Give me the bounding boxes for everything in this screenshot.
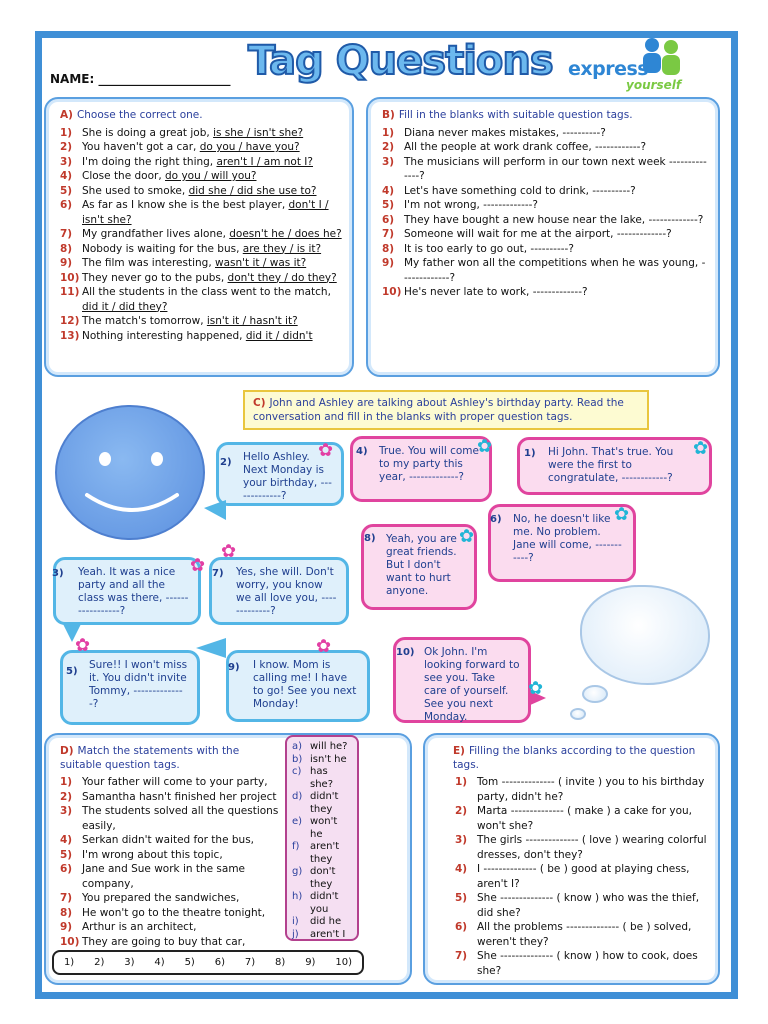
item-number: 7) <box>382 228 395 241</box>
item-text: Arthur is an architect, <box>82 921 197 934</box>
thought-cloud-dot-small <box>570 708 586 720</box>
list-item <box>455 833 708 862</box>
item-number: 9) <box>60 921 73 934</box>
item-text: Close the door, do you / will you? <box>82 170 257 183</box>
item-number: 2) <box>60 141 73 154</box>
item-number: 1) <box>60 776 73 789</box>
item-number: 12) <box>60 315 80 328</box>
item-text: My father won all the competitions when he was young, -------------? <box>404 257 706 284</box>
bubble-2-number: 2) <box>220 457 232 468</box>
item-number: 7) <box>60 228 73 241</box>
bubble-6: No, he doesn't like me. No problem. Jane will come, -----------? <box>488 504 636 582</box>
answer-option <box>292 929 352 942</box>
answer-bar <box>52 950 364 975</box>
item-text: She used to smoke, did she / did she use to? <box>82 184 317 197</box>
answer-slot: 1) <box>63 957 75 968</box>
item-number: 2) <box>60 790 73 803</box>
flower-icon: ✿ <box>190 555 206 576</box>
bubble-7: Yes, she will. Don't worry, you know we all love you, -------------? <box>209 557 349 625</box>
bubble-10-number: 10) <box>396 647 415 658</box>
section-b-title: B) Fill in the blanks with suitable question tags. <box>382 109 633 121</box>
bubble-4-number: 4) <box>356 446 368 457</box>
answer-text: will he? <box>310 741 348 752</box>
item-number: 5) <box>382 199 395 212</box>
list-item <box>60 314 342 329</box>
flower-icon: ✿ <box>693 438 709 459</box>
answer-slot: 2) <box>94 957 105 968</box>
item-number: 3) <box>382 155 395 168</box>
option-choices: do you / have you? <box>199 141 300 154</box>
section-e-list <box>441 775 708 978</box>
answer-slot: 7) <box>244 957 256 968</box>
answer-text: don't they <box>310 866 336 890</box>
bubble-8: Yeah, you are great friends. But I don't want to hurt anyone. <box>361 524 477 610</box>
list-item <box>382 227 708 242</box>
item-number: 10) <box>382 286 402 299</box>
list-item <box>382 140 708 155</box>
list-item <box>60 184 342 199</box>
option-choices: is she / isn't she? <box>213 126 304 139</box>
option-choices: aren't I / am not I? <box>216 155 313 168</box>
flower-icon: ✿ <box>316 636 332 657</box>
answer-option <box>292 754 352 767</box>
item-number: 7) <box>455 950 468 963</box>
option-choices: do you / will you? <box>165 170 257 183</box>
answer-text: did he <box>310 916 342 927</box>
list-item <box>60 862 288 891</box>
list-item <box>382 126 708 141</box>
item-text: They have bought a new house near the lake, -------------? <box>404 213 704 226</box>
answer-slot: 4) <box>154 957 165 968</box>
item-text: She -------------- ( know ) who was the thief, did she? <box>477 892 700 919</box>
logo-word-express: express <box>568 58 649 80</box>
item-number: 4) <box>60 170 73 183</box>
thought-cloud-dot-large <box>582 685 608 703</box>
option-choices: are they / is it? <box>242 242 322 255</box>
smiley-face-icon <box>55 405 205 540</box>
answer-letter: j) <box>292 928 299 940</box>
list-item <box>60 848 288 863</box>
answer-text: didn't you <box>310 891 339 915</box>
item-text: My grandfather lives alone, doesn't he / does he? <box>82 228 342 241</box>
list-item <box>60 804 288 833</box>
option-choices: don't I / isn't she? <box>82 199 329 226</box>
flower-icon: ✿ <box>221 541 237 562</box>
item-text: The girls -------------- ( love ) wearing colorful dresses, don't they? <box>477 834 707 861</box>
item-number: 8) <box>60 242 73 255</box>
answer-letter: a) <box>292 741 303 752</box>
list-item <box>60 891 288 906</box>
list-item <box>60 775 288 790</box>
item-number: 1) <box>455 776 468 789</box>
bubble-8-number: 8) <box>364 533 376 544</box>
answer-option <box>292 891 352 916</box>
answer-text: isn't he <box>310 753 347 765</box>
item-number: 4) <box>60 834 73 847</box>
item-text: All the people at work drank coffee, ------------? <box>404 141 647 154</box>
bubble-10: Ok John. I'm looking forward to see you. Take care of yourself. See you next Monday. <box>393 637 531 723</box>
list-item <box>60 271 342 286</box>
answer-option <box>292 791 352 816</box>
section-a-list <box>60 126 342 344</box>
list-item <box>382 184 708 199</box>
option-choices: did she / did she use to? <box>188 184 317 197</box>
item-number: 7) <box>60 892 73 905</box>
bubble-9: I know. Mom is calling me! I have to go! See you next Monday! <box>226 650 370 722</box>
answer-letter: d) <box>292 791 303 802</box>
flower-icon: ✿ <box>614 504 630 525</box>
item-number: 3) <box>455 834 468 847</box>
list-item <box>60 242 342 257</box>
list-item <box>60 285 342 314</box>
answer-slot: 6) <box>214 957 225 968</box>
item-text: Diana never makes mistakes, ----------? <box>404 126 606 139</box>
bubble-9-number: 9) <box>228 662 240 673</box>
bubble-3: Yeah. It was a nice party and all the class was there, -----------------? <box>53 557 201 625</box>
bubble-4: True. You will come to my party this year, -------------? <box>350 436 492 502</box>
item-text: She is doing a great job, is she / isn't she? <box>82 126 304 139</box>
answer-option <box>292 741 352 754</box>
item-text: I -------------- ( be ) good at playing chess, aren't I? <box>477 863 690 890</box>
list-item <box>382 242 708 257</box>
item-number: 3) <box>60 155 73 168</box>
item-number: 6) <box>382 213 395 226</box>
list-item <box>60 906 288 921</box>
bubble-1-number: 1) <box>524 448 536 459</box>
list-item <box>60 833 288 848</box>
list-item <box>60 169 342 184</box>
item-text: I'm wrong about this topic, <box>82 848 223 861</box>
item-number: 3) <box>60 805 73 818</box>
item-number: 13) <box>60 329 80 342</box>
item-text: He's never late to work, -------------? <box>404 286 588 299</box>
option-choices: wasn't it / was it? <box>215 257 307 270</box>
item-number: 4) <box>382 184 395 197</box>
item-text: The film was interesting, wasn't it / was it? <box>82 257 307 270</box>
list-item <box>60 920 288 935</box>
item-text: Tom -------------- ( invite ) you to his birthday party, didn't he? <box>477 776 705 803</box>
item-number: 6) <box>60 863 73 876</box>
answer-letter: h) <box>292 891 303 902</box>
bubble-9-tail <box>196 638 226 658</box>
item-number: 11) <box>60 286 80 299</box>
section-a <box>44 97 354 377</box>
answer-slot: 9) <box>305 957 316 968</box>
option-choices: did it / didn't <box>245 329 313 342</box>
answer-text: aren't I <box>310 928 346 940</box>
answer-option <box>292 841 352 866</box>
thought-cloud <box>580 585 710 685</box>
item-number: 5) <box>455 892 468 905</box>
answer-option <box>292 816 352 841</box>
section-b <box>366 97 720 377</box>
item-number: 10) <box>60 935 80 948</box>
flower-icon: ✿ <box>459 526 475 547</box>
answer-slot: 8) <box>275 957 286 968</box>
list-item <box>382 155 708 184</box>
bubble-3-number: 3) <box>52 568 64 579</box>
item-text: Nobody is waiting for the bus, are they / is it? <box>82 242 322 255</box>
list-item <box>455 862 708 891</box>
answer-letter: g) <box>292 866 303 877</box>
item-text: Let's have something cold to drink, ----------? <box>404 184 636 197</box>
item-text: I'm not wrong, -------------? <box>404 199 539 212</box>
item-text: She -------------- ( know ) how to cook, does she? <box>477 950 698 977</box>
express-yourself-logo <box>566 36 696 96</box>
item-text: Nothing interesting happened, did it / didn't <box>82 329 313 342</box>
item-number: 8) <box>382 242 395 255</box>
bubble-1: Hi John. That's true. You were the first to congratulate, ------------? <box>517 437 712 495</box>
item-text: They never go to the pubs, don't they / do they? <box>82 271 337 284</box>
section-a-title: A) Choose the correct one. <box>60 109 203 121</box>
item-number: 2) <box>382 141 395 154</box>
list-item <box>60 329 342 344</box>
bubble-6-number: 6) <box>490 514 502 525</box>
answer-letter: i) <box>292 916 299 927</box>
answer-slot: 10) <box>335 957 352 968</box>
list-item <box>455 891 708 920</box>
answer-option <box>292 766 352 791</box>
item-number: 5) <box>60 848 73 861</box>
list-item <box>455 804 708 833</box>
bubble-2-tail <box>204 500 226 520</box>
item-text: It is too early to go out, ----------? <box>404 242 574 255</box>
list-item <box>455 775 708 804</box>
section-d-title: D) Match the statements with the suitable question tags. <box>60 745 240 771</box>
item-text: All the students in the class went to the match, did it / did they? <box>82 286 331 313</box>
section-e-title: E) Filling the blanks according to the question tags. <box>453 745 696 771</box>
option-choices: isn't it / hasn't it? <box>206 315 298 328</box>
item-text: All the problems -------------- ( be ) solved, weren't they? <box>477 921 692 948</box>
answer-text: didn't they <box>310 791 339 815</box>
page-title: Tag Questions <box>248 38 553 84</box>
item-text: The match's tomorrow, isn't it / hasn't it? <box>82 315 298 328</box>
option-choices: don't they / do they? <box>227 271 337 284</box>
bubble-2: Hello Ashley. Next Monday is your birthday, -------------? <box>216 442 344 506</box>
bubble-5: Sure!! I won't miss it. You didn't invite Tommy, --------------? <box>60 650 200 725</box>
item-text: The musicians will perform in our town next week --------------? <box>404 155 707 183</box>
list-item <box>60 790 288 805</box>
list-item <box>382 256 708 285</box>
list-item <box>60 935 288 950</box>
list-item <box>60 227 342 242</box>
item-text: They are going to buy that car, <box>82 935 246 948</box>
item-number: 1) <box>382 126 395 139</box>
item-text: Someone will wait for me at the airport, -------------? <box>404 228 672 241</box>
name-field-label: NAME: ______________________ <box>50 72 231 86</box>
item-number: 6) <box>60 199 73 212</box>
item-number: 6) <box>455 921 468 934</box>
item-number: 2) <box>455 805 468 818</box>
item-text: You haven't got a car, do you / have you? <box>82 141 300 154</box>
item-text: Jane and Sue work in the same company, <box>82 863 246 890</box>
flower-icon: ✿ <box>75 635 91 656</box>
answer-letter: e) <box>292 816 303 827</box>
item-number: 4) <box>455 863 468 876</box>
item-text: As far as I know she is the best player, don't I / isn't she? <box>82 199 329 226</box>
item-text: Samantha hasn't finished her project <box>82 790 277 803</box>
bubble-5-number: 5) <box>66 666 78 677</box>
section-b-list <box>382 126 708 300</box>
answer-letter: b) <box>292 753 303 765</box>
flower-icon: ✿ <box>528 678 544 699</box>
list-item <box>382 285 708 300</box>
answer-slot: 3) <box>124 957 135 968</box>
list-item <box>60 198 342 227</box>
section-c-title: C) John and Ashley are talking about Ashley's birthday party. Read the conversation and fill in the blanks with proper question tags. <box>243 390 649 430</box>
item-text: Your father will come to your party, <box>82 776 268 789</box>
item-number: 8) <box>60 906 73 919</box>
flower-icon: ✿ <box>477 436 493 457</box>
option-choices: did it / did they? <box>82 300 168 313</box>
list-item <box>60 155 342 170</box>
list-item <box>60 256 342 271</box>
answer-text: won't he <box>310 816 338 840</box>
list-item <box>455 920 708 949</box>
answer-letter: f) <box>292 841 300 852</box>
item-number: 9) <box>382 257 395 270</box>
list-item <box>60 140 342 155</box>
list-item <box>60 126 342 141</box>
answer-letter: c) <box>292 766 302 777</box>
tag-answer-list <box>285 735 359 941</box>
item-text: Serkan didn't waited for the bus, <box>82 834 254 847</box>
item-text: You prepared the sandwiches, <box>82 892 240 905</box>
list-item <box>455 949 708 978</box>
list-item <box>382 198 708 213</box>
item-text: He won't go to the theatre tonight, <box>82 906 266 919</box>
section-d-list <box>60 775 288 949</box>
flower-icon: ✿ <box>318 440 334 461</box>
item-number: 10) <box>60 271 80 284</box>
answer-option <box>292 916 352 929</box>
logo-word-yourself: yourself <box>626 78 682 92</box>
item-number: 9) <box>60 257 73 270</box>
item-text: I'm doing the right thing, aren't I / am not I? <box>82 155 313 168</box>
answer-option <box>292 866 352 891</box>
answer-slot: 5) <box>184 957 195 968</box>
item-text: The students solved all the questions easily, <box>82 805 279 832</box>
list-item <box>382 213 708 228</box>
item-text: Marta -------------- ( make ) a cake for you, won't she? <box>477 805 693 832</box>
bubble-7-number: 7) <box>212 568 224 579</box>
section-e <box>423 733 720 985</box>
item-number: 5) <box>60 184 73 197</box>
answer-text: has she? <box>310 766 334 790</box>
item-number: 1) <box>60 126 73 139</box>
answer-text: aren't they <box>310 841 340 865</box>
option-choices: doesn't he / does he? <box>229 228 342 241</box>
